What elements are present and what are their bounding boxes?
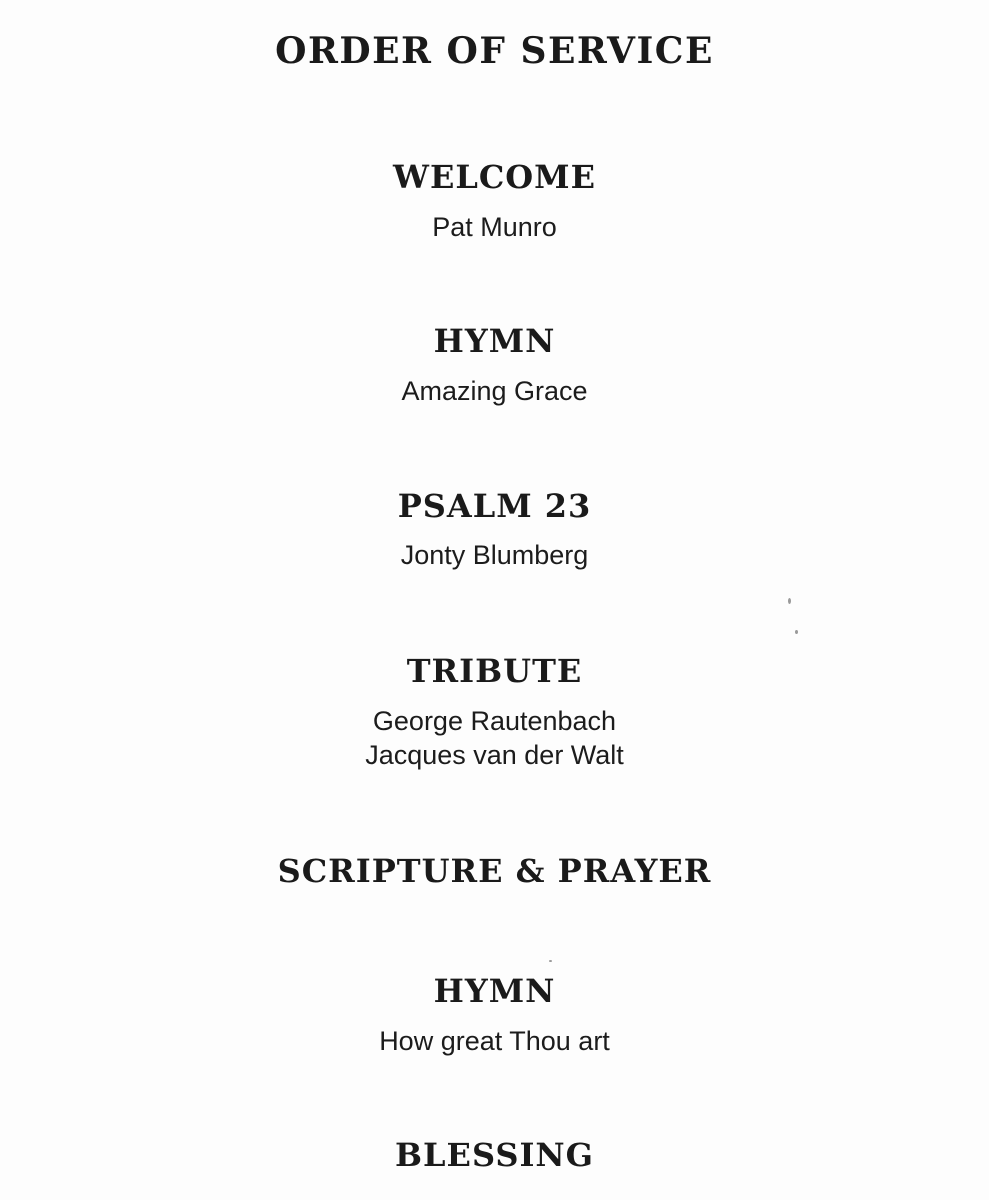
section-scripture-prayer-heading: SCRIPTURE & PRAYER [277, 852, 712, 890]
section-hymn-2-heading: HYMN [433, 972, 556, 1010]
section-hymn-2-title: How great Thou art [379, 1026, 610, 1056]
section-tribute-heading: TRIBUTE [406, 652, 583, 690]
section-tribute-speaker-2: Jacques van der Walt [365, 740, 624, 770]
section-hymn-1-heading: HYMN [433, 322, 556, 360]
section-tribute-speaker-1: George Rautenbach [372, 706, 617, 736]
scan-speck [795, 630, 798, 634]
section-psalm-heading: PSALM 23 [397, 487, 592, 525]
scan-speck [788, 598, 791, 604]
page-title: ORDER OF SERVICE [275, 30, 714, 72]
section-blessing-heading: BLESSING [395, 1136, 594, 1174]
section-welcome-speaker: Pat Munro [432, 212, 557, 242]
section-welcome-heading: WELCOME [393, 158, 596, 196]
scan-speck [549, 960, 552, 962]
section-psalm-reader: Jonty Blumberg [400, 540, 589, 570]
section-hymn-1-title: Amazing Grace [401, 376, 588, 406]
